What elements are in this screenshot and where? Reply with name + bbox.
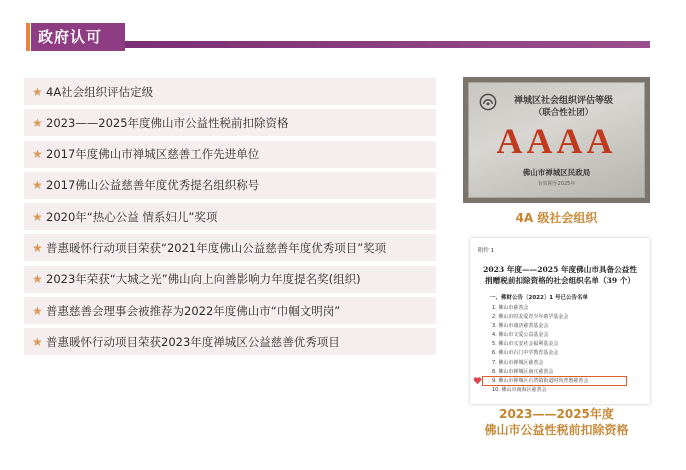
list-item-text: 4A社会组织评估定级 bbox=[46, 84, 154, 99]
star-icon: ★ bbox=[32, 303, 43, 318]
document-list-item: 8. 佛山市禅城区南庄慈善会 bbox=[492, 368, 554, 375]
heart-icon bbox=[473, 376, 482, 385]
section-title: 政府认可 bbox=[38, 28, 103, 46]
star-icon: ★ bbox=[32, 178, 43, 193]
document-caption-line1: 2023——2025年度 bbox=[499, 407, 614, 421]
star-icon: ★ bbox=[32, 209, 43, 224]
document-list-item: 7. 佛山市禅城区慈善会 bbox=[492, 359, 544, 366]
list-item-text: 2023——2025年度佛山市公益性税前扣除资格 bbox=[46, 115, 289, 130]
plaque-face bbox=[468, 82, 645, 198]
star-icon: ★ bbox=[32, 240, 43, 255]
aaaa-plaque-image bbox=[463, 77, 650, 203]
header-accent-bar bbox=[26, 23, 30, 51]
list-item-text: 2017佛山公益慈善年度优秀提名组织称号 bbox=[46, 178, 260, 193]
plaque-date: 有效期至2025年 bbox=[537, 181, 576, 187]
plaque-title: 禅城区社会组织评估等级 bbox=[513, 96, 613, 106]
plaque-subtitle: （联合性社团） bbox=[533, 108, 594, 118]
document-list-item: 5. 佛山市义安社会福利基金会 bbox=[492, 341, 559, 348]
list-item bbox=[24, 141, 436, 168]
document-attachment-label: 附件 1 bbox=[478, 248, 495, 254]
list-item-text: 2017年度佛山市禅城区慈善工作先进单位 bbox=[46, 147, 260, 162]
document-subtitle: 一、佛财公告〔2022〕1 号已公告名单 bbox=[490, 295, 589, 301]
plaque-grade: AAAA bbox=[496, 121, 617, 161]
document-list-item: 9. 佛山市禅城区石湾镇街道时尚普惠慈善会 bbox=[492, 377, 589, 384]
highlight-box bbox=[482, 376, 627, 386]
document-caption bbox=[463, 406, 650, 438]
document-title-line1: 2023 年度——2025 年度佛山市具备公益性 bbox=[483, 265, 637, 274]
tax-deduction-document-image bbox=[470, 238, 650, 404]
document-list-item: 6. 佛山市石门中学教育基金会 bbox=[492, 350, 559, 357]
star-icon: ★ bbox=[32, 115, 43, 130]
plaque-caption: 4A 级社会组织 bbox=[515, 211, 598, 225]
honors-list bbox=[24, 78, 436, 360]
list-item bbox=[24, 234, 436, 261]
list-item bbox=[24, 109, 436, 136]
document-caption-line2: 佛山市公益性税前扣除资格 bbox=[484, 423, 629, 437]
document-list-item: 10. 佛山市南海区慈善会 bbox=[492, 386, 547, 393]
document-title-line2: 捐赠税前扣除资格的社会组织名单（39 个） bbox=[485, 276, 635, 285]
list-item bbox=[24, 328, 436, 355]
document-list-item: 2. 佛山市时友爱青少年助学基金会 bbox=[492, 314, 569, 321]
document-list-item: 1. 佛山市慈善会 bbox=[492, 305, 529, 311]
list-item bbox=[24, 78, 436, 105]
star-icon: ★ bbox=[32, 334, 43, 349]
plaque-issuer: 佛山市禅城区民政局 bbox=[522, 168, 591, 177]
star-icon: ★ bbox=[32, 84, 43, 99]
list-item bbox=[24, 203, 436, 230]
document-list-item: 4. 佛山市文爱公益基金会 bbox=[492, 332, 549, 339]
header-rule bbox=[125, 41, 650, 48]
list-item bbox=[24, 172, 436, 199]
list-item bbox=[24, 297, 436, 324]
list-item-text: 2020年“热心公益 情系妇儿”奖项 bbox=[46, 209, 218, 224]
list-item bbox=[24, 266, 436, 293]
star-icon: ★ bbox=[32, 272, 43, 287]
star-icon: ★ bbox=[32, 147, 43, 162]
list-item-text: 普惠暖怀行动项目荣获“2021年度佛山公益慈善年度优秀项目”奖项 bbox=[46, 240, 387, 255]
list-item-text: 普惠慈善会理事会被推荐为2022年度佛山市“巾帼文明岗” bbox=[46, 303, 341, 318]
document-list-item: 3. 佛山市康济慈善基金会 bbox=[492, 323, 549, 330]
document-title bbox=[470, 264, 650, 286]
list-item-text: 普惠暖怀行动项目荣获2023年度禅城区公益慈善优秀项目 bbox=[46, 334, 340, 349]
list-item-text: 2023年荣获“大城之光”佛山向上向善影响力年度提名奖(组织) bbox=[46, 272, 361, 287]
